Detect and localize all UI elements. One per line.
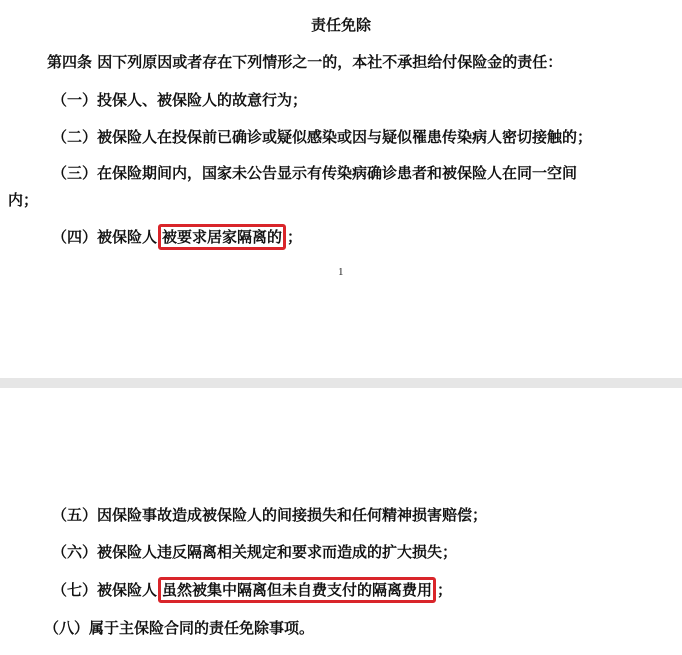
page-number: 1 — [338, 266, 344, 278]
clause-1: （一）投保人、被保险人的故意行为； — [52, 91, 308, 109]
page-separator — [0, 378, 682, 388]
clause-2: （二）被保险人在投保前已确诊或疑似感染或因与疑似罹患传染病人密切接触的； — [52, 128, 593, 146]
article-4-heading: 第四条 因下列原因或者存在下列情形之一的，本社不承担给付保险金的责任： — [47, 53, 563, 71]
clause-3-line-2: 内； — [8, 191, 39, 209]
clause-6: （六）被保险人违反隔离相关规定和要求而造成的扩大损失； — [52, 543, 458, 561]
clause-5: （五）因保险事故造成被保险人的间接损失和任何精神损害赔偿； — [52, 506, 488, 524]
clause-7-suffix: ； — [437, 581, 453, 599]
clause-7-highlight-box: 虽然被集中隔离但未自费支付的隔离费用 — [158, 577, 436, 603]
clause-4-prefix: （四）被保险人 — [52, 228, 158, 246]
document-page-2 — [0, 388, 682, 655]
clause-4-highlight-box: 被要求居家隔离的 — [158, 224, 286, 250]
section-title: 责任免除 — [310, 16, 371, 34]
clause-8: （八）属于主保险合同的责任免除事项。 — [44, 619, 315, 637]
clause-7-prefix: （七）被保险人 — [52, 581, 158, 599]
clause-4-suffix: ； — [287, 228, 303, 246]
clause-3-line-1: （三）在保险期间内，国家未公告显示有传染病确诊患者和被保险人在同一空间 — [52, 164, 578, 182]
clause-4 — [52, 227, 302, 247]
clause-7 — [52, 580, 452, 600]
